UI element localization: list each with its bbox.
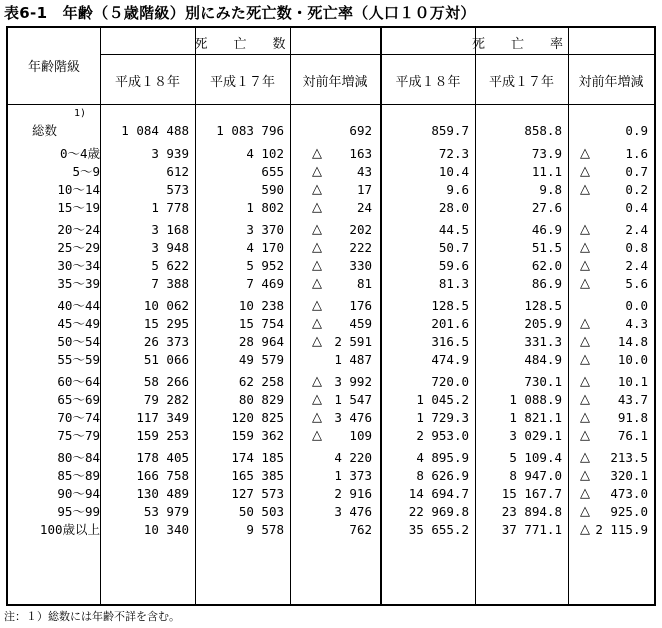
table-row bbox=[8, 221, 654, 239]
decrease-mark: △ bbox=[580, 222, 590, 237]
d17-cell: 1 083 796 bbox=[216, 123, 284, 138]
r18-cell: 8 626.9 bbox=[416, 468, 469, 483]
d17-cell: 5 952 bbox=[246, 258, 284, 273]
header-change-rate: 対前年増減 bbox=[578, 75, 644, 90]
d18-cell: 130 489 bbox=[136, 486, 189, 501]
d18-cell: 51 066 bbox=[143, 352, 189, 367]
d18-cell: 7 388 bbox=[151, 276, 189, 291]
decrease-mark: △ bbox=[312, 258, 322, 273]
header-divider bbox=[100, 54, 654, 55]
r18-cell: 316.5 bbox=[431, 334, 469, 349]
d17-cell: 174 185 bbox=[231, 450, 284, 465]
d17-cell: 120 825 bbox=[231, 410, 284, 425]
age-class-cell: 10〜14 bbox=[57, 182, 100, 197]
table-row bbox=[8, 163, 654, 181]
rc-cell: 2.4 bbox=[625, 258, 648, 273]
r17-cell: 37 771.1 bbox=[501, 522, 562, 537]
r18-cell: 128.5 bbox=[431, 298, 469, 313]
r17-cell: 9.8 bbox=[539, 182, 562, 197]
d18-cell: 159 253 bbox=[136, 428, 189, 443]
r18-cell: 28.0 bbox=[438, 200, 469, 215]
table-row bbox=[8, 239, 654, 257]
d18-cell: 3 168 bbox=[151, 222, 189, 237]
d18-cell: 10 340 bbox=[143, 522, 189, 537]
dc-cell: 3 476 bbox=[334, 410, 372, 425]
r17-cell: 1 088.9 bbox=[509, 392, 562, 407]
d17-cell: 1 802 bbox=[246, 200, 284, 215]
header-h17-deaths: 平成１７年 bbox=[209, 75, 275, 90]
r18-cell: 50.7 bbox=[438, 240, 469, 255]
table-row bbox=[8, 503, 654, 521]
page-title: 表6-1 年齢（５歳階級）別にみた死亡数・死亡率（人口１０万対） bbox=[4, 4, 476, 22]
rc-cell: 0.8 bbox=[625, 240, 648, 255]
d17-cell: 4 170 bbox=[246, 240, 284, 255]
d18-cell: 178 405 bbox=[136, 450, 189, 465]
r18-cell: 81.3 bbox=[438, 276, 469, 291]
rc-cell: 320.1 bbox=[610, 468, 648, 483]
d18-cell: 3 939 bbox=[151, 146, 189, 161]
d18-cell: 3 948 bbox=[151, 240, 189, 255]
d17-cell: 159 362 bbox=[231, 428, 284, 443]
d17-cell: 165 385 bbox=[231, 468, 284, 483]
d17-cell: 4 102 bbox=[246, 146, 284, 161]
d17-cell: 590 bbox=[261, 182, 284, 197]
dc-cell: 222 bbox=[349, 240, 372, 255]
header-divider bbox=[8, 104, 654, 105]
decrease-mark: △ bbox=[312, 374, 322, 389]
d18-cell: 5 622 bbox=[151, 258, 189, 273]
header-rate: 死 亡 率 bbox=[471, 37, 563, 52]
d17-cell: 655 bbox=[261, 164, 284, 179]
r18-cell: 22 969.8 bbox=[408, 504, 469, 519]
decrease-mark: △ bbox=[312, 240, 322, 255]
decrease-mark: △ bbox=[580, 392, 590, 407]
r18-cell: 201.6 bbox=[431, 316, 469, 331]
table-row bbox=[8, 257, 654, 275]
header-h18-deaths: 平成１８年 bbox=[114, 75, 180, 90]
age-class-cell: 70〜74 bbox=[57, 410, 100, 425]
d18-cell: 166 758 bbox=[136, 468, 189, 483]
age-class-cell: 80〜84 bbox=[57, 450, 100, 465]
rc-cell: 10.1 bbox=[617, 374, 648, 389]
decrease-mark: △ bbox=[312, 222, 322, 237]
dc-cell: 176 bbox=[349, 298, 372, 313]
d18-cell: 1 778 bbox=[151, 200, 189, 215]
age-class-cell: 50〜54 bbox=[57, 334, 100, 349]
r17-cell: 8 947.0 bbox=[509, 468, 562, 483]
table-row bbox=[8, 521, 654, 539]
r18-cell: 720.0 bbox=[431, 374, 469, 389]
table-row bbox=[8, 181, 654, 199]
d17-cell: 50 503 bbox=[238, 504, 284, 519]
decrease-mark: △ bbox=[580, 316, 590, 331]
decrease-mark: △ bbox=[580, 352, 590, 367]
dc-cell: 3 476 bbox=[334, 504, 372, 519]
decrease-mark: △ bbox=[312, 392, 322, 407]
r17-cell: 11.1 bbox=[531, 164, 562, 179]
table-row bbox=[8, 315, 654, 333]
d17-cell: 127 573 bbox=[231, 486, 284, 501]
rc-cell: 5.6 bbox=[625, 276, 648, 291]
d17-cell: 9 578 bbox=[246, 522, 284, 537]
dc-cell: 762 bbox=[349, 522, 372, 537]
age-class-cell: 90〜94 bbox=[57, 486, 100, 501]
r17-cell: 73.9 bbox=[531, 146, 562, 161]
dc-cell: 4 220 bbox=[334, 450, 372, 465]
decrease-mark: △ bbox=[580, 334, 590, 349]
table-row bbox=[8, 373, 654, 391]
r17-cell: 46.9 bbox=[531, 222, 562, 237]
dc-cell: 81 bbox=[356, 276, 372, 291]
decrease-mark: △ bbox=[580, 486, 590, 501]
r17-cell: 15 167.7 bbox=[501, 486, 562, 501]
d17-cell: 62 258 bbox=[238, 374, 284, 389]
d17-cell: 3 370 bbox=[246, 222, 284, 237]
r18-cell: 859.7 bbox=[431, 123, 469, 138]
dc-cell: 1 373 bbox=[334, 468, 372, 483]
rc-cell: 43.7 bbox=[617, 392, 648, 407]
rc-cell: 473.0 bbox=[610, 486, 648, 501]
age-class-cell: 85〜89 bbox=[57, 468, 100, 483]
decrease-mark: △ bbox=[312, 334, 322, 349]
r18-cell: 72.3 bbox=[438, 146, 469, 161]
decrease-mark: △ bbox=[580, 410, 590, 425]
dc-cell: 2 916 bbox=[334, 486, 372, 501]
r18-cell: 2 953.0 bbox=[416, 428, 469, 443]
table-row bbox=[8, 427, 654, 445]
decrease-mark: △ bbox=[312, 276, 322, 291]
d17-cell: 10 238 bbox=[238, 298, 284, 313]
age-class-cell: 20〜24 bbox=[57, 222, 100, 237]
d18-cell: 26 373 bbox=[143, 334, 189, 349]
decrease-mark: △ bbox=[580, 276, 590, 291]
decrease-mark: △ bbox=[580, 240, 590, 255]
age-class-cell: 35〜39 bbox=[57, 276, 100, 291]
age-class-cell: 55〜59 bbox=[57, 352, 100, 367]
decrease-mark: △ bbox=[580, 258, 590, 273]
decrease-mark: △ bbox=[312, 428, 322, 443]
age-class-cell: 0〜4歳 bbox=[59, 146, 100, 161]
decrease-mark: △ bbox=[580, 428, 590, 443]
rc-cell: 2.4 bbox=[625, 222, 648, 237]
decrease-mark: △ bbox=[580, 468, 590, 483]
age-class-cell: 30〜34 bbox=[57, 258, 100, 273]
table-row bbox=[8, 467, 654, 485]
decrease-mark: △ bbox=[312, 164, 322, 179]
rc-cell: 213.5 bbox=[610, 450, 648, 465]
d18-cell: 1 084 488 bbox=[121, 123, 189, 138]
table-row bbox=[8, 485, 654, 503]
d17-cell: 80 829 bbox=[238, 392, 284, 407]
decrease-mark: △ bbox=[580, 146, 590, 161]
age-class-cell: 95〜99 bbox=[57, 504, 100, 519]
d18-cell: 53 979 bbox=[143, 504, 189, 519]
header-age-class: 年齢階級 bbox=[27, 60, 80, 75]
decrease-mark: △ bbox=[580, 182, 590, 197]
table-row bbox=[8, 145, 654, 163]
rc-cell: 91.8 bbox=[617, 410, 648, 425]
r18-cell: 474.9 bbox=[431, 352, 469, 367]
age-class-cell: 25〜29 bbox=[57, 240, 100, 255]
r17-cell: 51.5 bbox=[531, 240, 562, 255]
table-row bbox=[8, 409, 654, 427]
dc-cell: 163 bbox=[349, 146, 372, 161]
decrease-mark: △ bbox=[312, 146, 322, 161]
d18-cell: 58 266 bbox=[143, 374, 189, 389]
dc-cell: 24 bbox=[356, 200, 372, 215]
r18-cell: 4 895.9 bbox=[416, 450, 469, 465]
decrease-mark: △ bbox=[580, 504, 590, 519]
dc-cell: 202 bbox=[349, 222, 372, 237]
table-row bbox=[8, 351, 654, 369]
rc-cell: 1.6 bbox=[625, 146, 648, 161]
decrease-mark: △ bbox=[580, 450, 590, 465]
dc-cell: 459 bbox=[349, 316, 372, 331]
table-row bbox=[8, 199, 654, 217]
header-change-deaths: 対前年増減 bbox=[302, 75, 368, 90]
table-row bbox=[8, 391, 654, 409]
age-class-cell: 5〜9 bbox=[72, 164, 100, 179]
r17-cell: 730.1 bbox=[524, 374, 562, 389]
d17-cell: 28 964 bbox=[238, 334, 284, 349]
header-h17-rate: 平成１７年 bbox=[488, 75, 554, 90]
footnote: 注：１）総数には年齢不詳を含む。 bbox=[4, 610, 180, 623]
r18-cell: 1 045.2 bbox=[416, 392, 469, 407]
r17-cell: 23 894.8 bbox=[501, 504, 562, 519]
rc-cell: 0.2 bbox=[625, 182, 648, 197]
r17-cell: 858.8 bbox=[524, 123, 562, 138]
d18-cell: 10 062 bbox=[143, 298, 189, 313]
rc-cell: 0.7 bbox=[625, 164, 648, 179]
decrease-mark: △ bbox=[312, 182, 322, 197]
dc-cell: 330 bbox=[349, 258, 372, 273]
d17-cell: 49 579 bbox=[238, 352, 284, 367]
dc-cell: 1 487 bbox=[334, 352, 372, 367]
r17-cell: 484.9 bbox=[524, 352, 562, 367]
d18-cell: 15 295 bbox=[143, 316, 189, 331]
data-table bbox=[6, 26, 656, 606]
age-class-cell: 45〜49 bbox=[57, 316, 100, 331]
rc-cell: 925.0 bbox=[610, 504, 648, 519]
rc-cell: 0.4 bbox=[625, 200, 648, 215]
r18-cell: 9.6 bbox=[446, 182, 469, 197]
rc-cell: 2 115.9 bbox=[595, 522, 648, 537]
table-row bbox=[8, 297, 654, 315]
r17-cell: 27.6 bbox=[531, 200, 562, 215]
r18-cell: 35 655.2 bbox=[408, 522, 469, 537]
rc-cell: 76.1 bbox=[617, 428, 648, 443]
table-row bbox=[8, 333, 654, 351]
dc-cell: 2 591 bbox=[334, 334, 372, 349]
age-class-cell: 総数 bbox=[32, 123, 58, 138]
rc-cell: 0.0 bbox=[625, 298, 648, 313]
decrease-mark: △ bbox=[312, 410, 322, 425]
d17-cell: 7 469 bbox=[246, 276, 284, 291]
decrease-mark: △ bbox=[580, 374, 590, 389]
age-class-cell: 40〜44 bbox=[57, 298, 100, 313]
r18-cell: 44.5 bbox=[438, 222, 469, 237]
rc-cell: 4.3 bbox=[625, 316, 648, 331]
d18-cell: 117 349 bbox=[136, 410, 189, 425]
r18-cell: 1 729.3 bbox=[416, 410, 469, 425]
r17-cell: 5 109.4 bbox=[509, 450, 562, 465]
r17-cell: 86.9 bbox=[531, 276, 562, 291]
r17-cell: 1 821.1 bbox=[509, 410, 562, 425]
header-h18-rate: 平成１８年 bbox=[395, 75, 461, 90]
r17-cell: 331.3 bbox=[524, 334, 562, 349]
rc-cell: 14.8 bbox=[617, 334, 648, 349]
r18-cell: 10.4 bbox=[438, 164, 469, 179]
r17-cell: 205.9 bbox=[524, 316, 562, 331]
rc-cell: 0.9 bbox=[625, 123, 648, 138]
age-class-cell: 100歳以上 bbox=[39, 522, 100, 537]
table-row bbox=[8, 122, 654, 140]
age-class-cell: 65〜69 bbox=[57, 392, 100, 407]
decrease-mark: △ bbox=[312, 200, 322, 215]
table-row bbox=[8, 449, 654, 467]
r17-cell: 62.0 bbox=[531, 258, 562, 273]
decrease-mark: △ bbox=[580, 522, 590, 537]
decrease-mark: △ bbox=[580, 164, 590, 179]
total-note-mark: 1) bbox=[74, 108, 87, 119]
d18-cell: 612 bbox=[166, 164, 189, 179]
age-class-cell: 15〜19 bbox=[57, 200, 100, 215]
r17-cell: 3 029.1 bbox=[509, 428, 562, 443]
decrease-mark: △ bbox=[312, 298, 322, 313]
rc-cell: 10.0 bbox=[617, 352, 648, 367]
dc-cell: 109 bbox=[349, 428, 372, 443]
r17-cell: 128.5 bbox=[524, 298, 562, 313]
dc-cell: 3 992 bbox=[334, 374, 372, 389]
dc-cell: 17 bbox=[356, 182, 372, 197]
r18-cell: 14 694.7 bbox=[408, 486, 469, 501]
d18-cell: 79 282 bbox=[143, 392, 189, 407]
r18-cell: 59.6 bbox=[438, 258, 469, 273]
age-class-cell: 60〜64 bbox=[57, 374, 100, 389]
d17-cell: 15 754 bbox=[238, 316, 284, 331]
decrease-mark: △ bbox=[312, 316, 322, 331]
d18-cell: 573 bbox=[166, 182, 189, 197]
dc-cell: 1 547 bbox=[334, 392, 372, 407]
dc-cell: 43 bbox=[356, 164, 372, 179]
age-class-cell: 75〜79 bbox=[57, 428, 100, 443]
dc-cell: 692 bbox=[349, 123, 372, 138]
table-row bbox=[8, 275, 654, 293]
header-deaths: 死 亡 数 bbox=[194, 37, 286, 52]
